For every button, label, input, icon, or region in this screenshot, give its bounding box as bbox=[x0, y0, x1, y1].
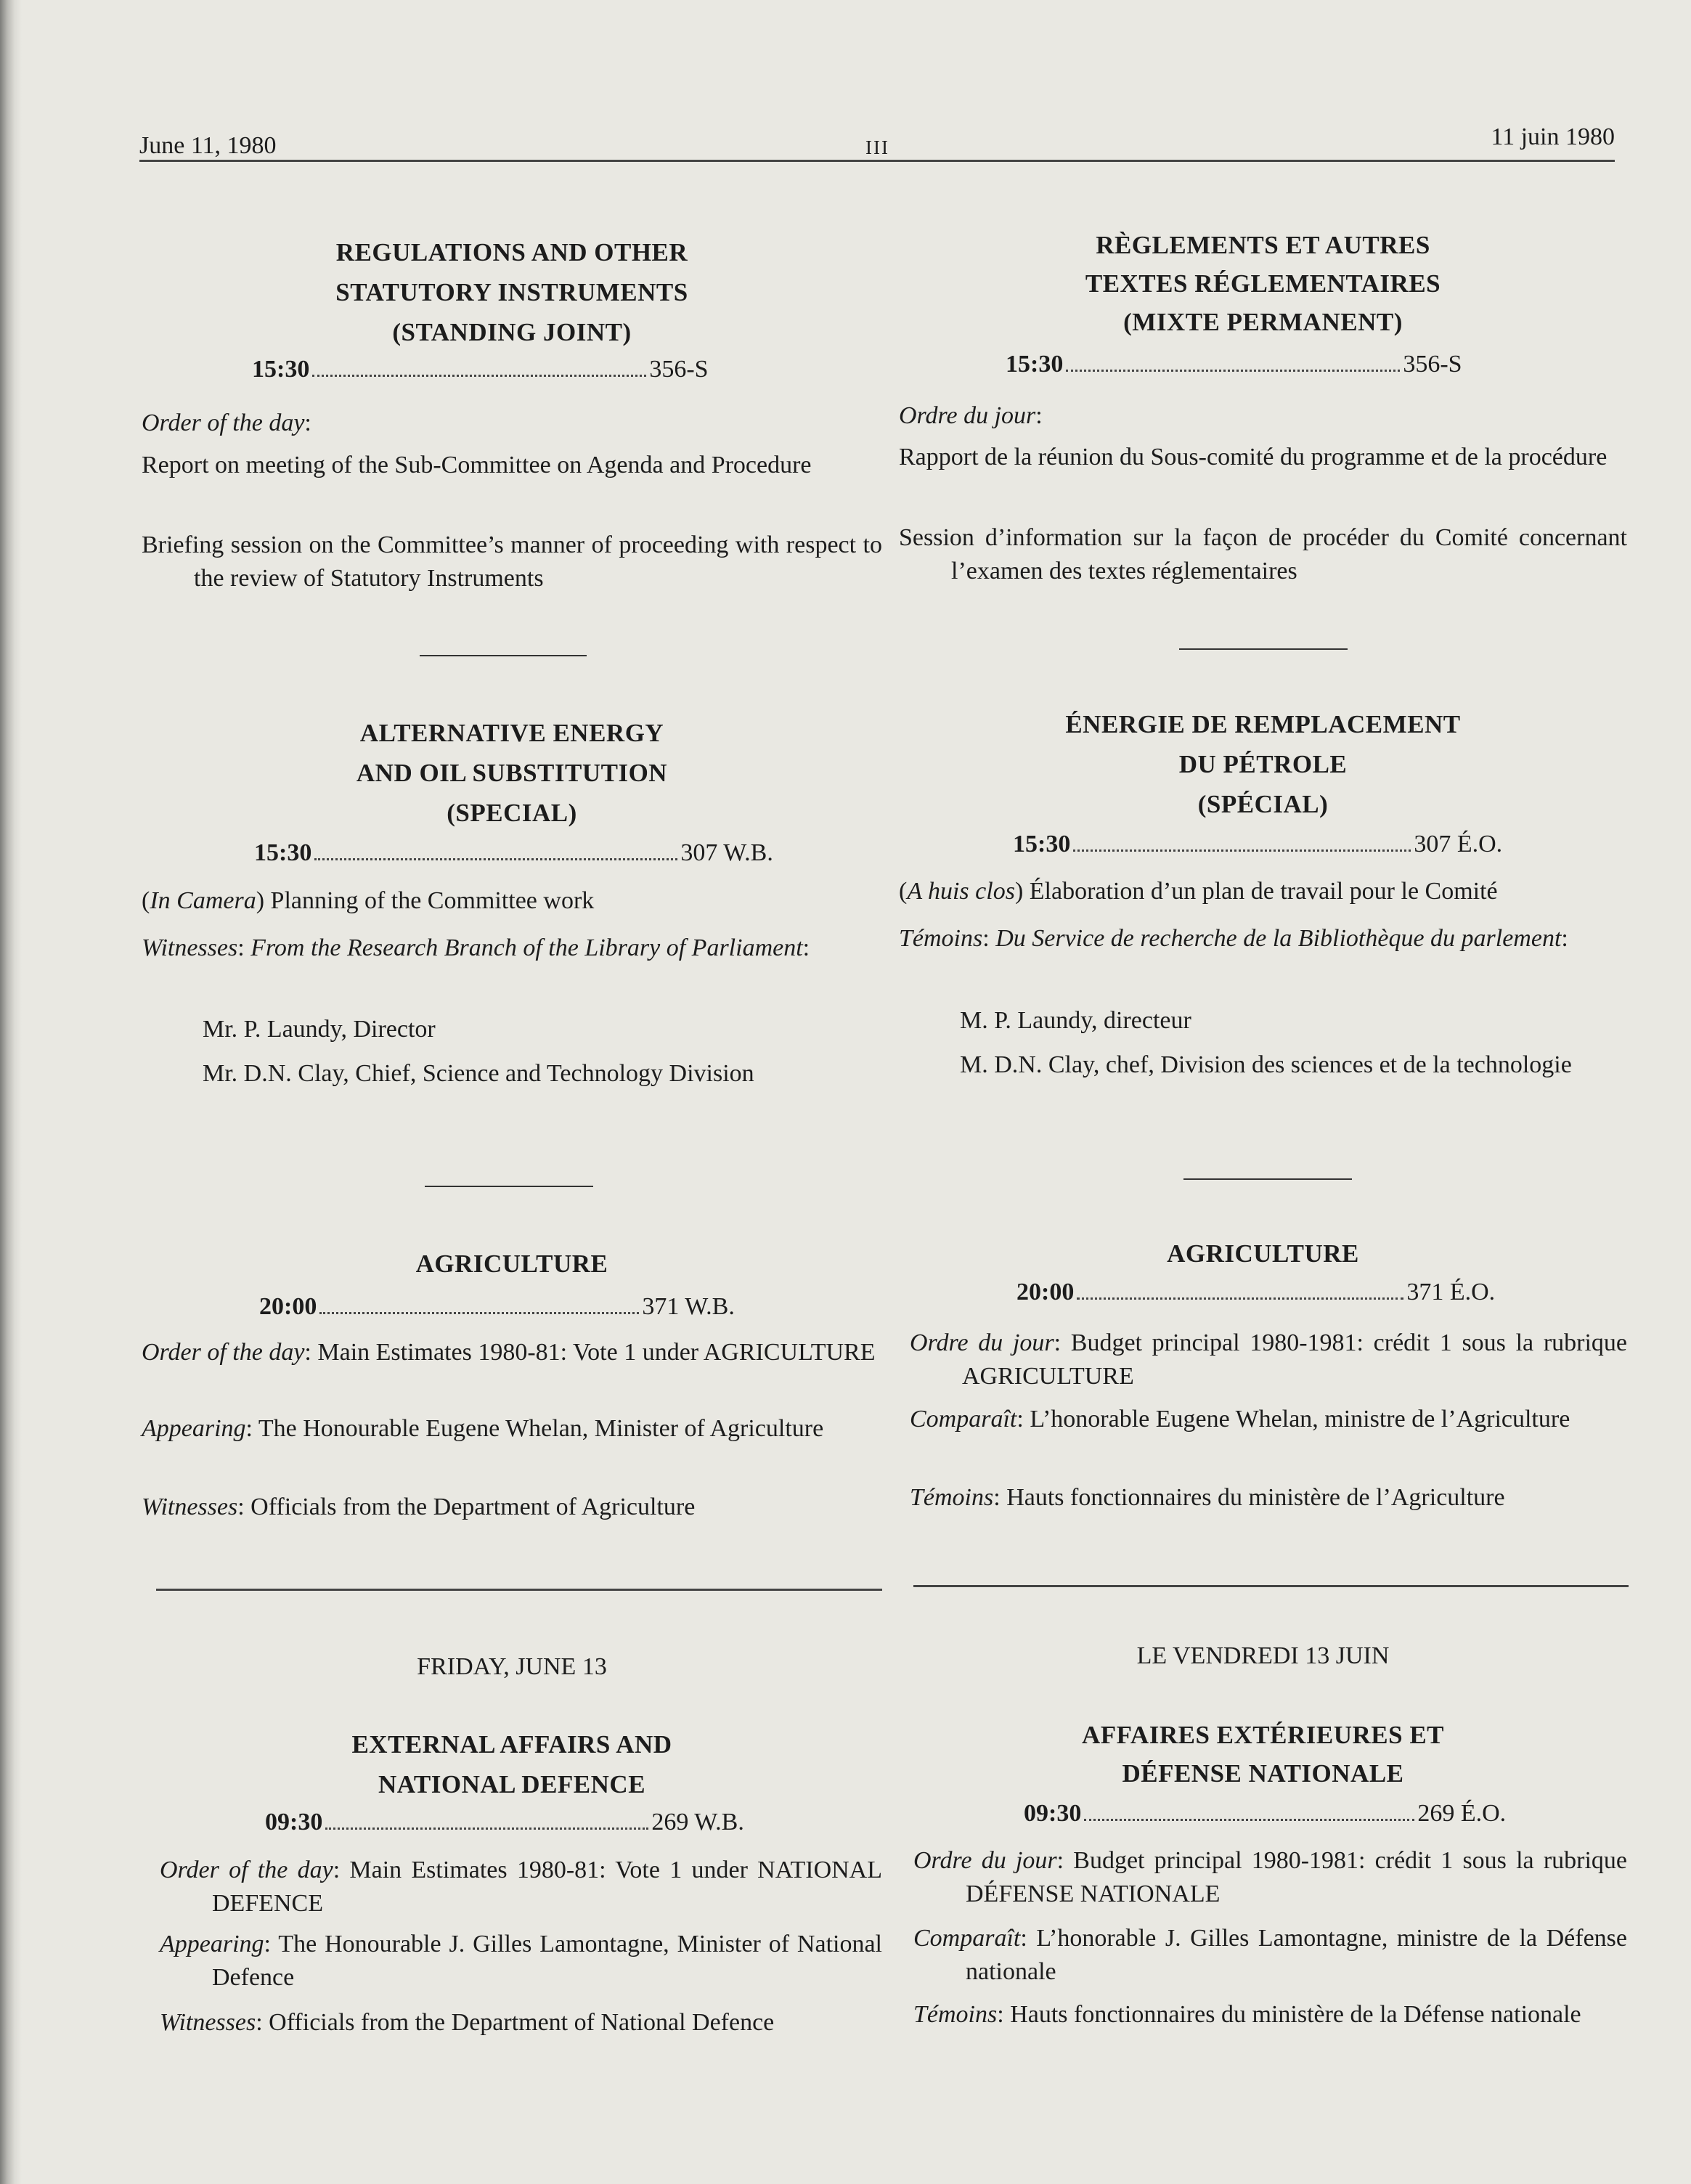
witnesses-line: Témoins: Hauts fonctionnaires du ministère de l’Agriculture bbox=[910, 1484, 1505, 1511]
meeting-room: 307 É.O. bbox=[1414, 831, 1503, 857]
dot-leader bbox=[1084, 1819, 1414, 1821]
meeting-room: 356-S bbox=[1403, 351, 1462, 378]
witness-person: Mr. D.N. Clay, Chief, Science and Technology Division bbox=[203, 1060, 754, 1087]
appearing-line: Comparaît: L’honorable Eugene Whelan, ministre de l’Agriculture bbox=[910, 1406, 1570, 1433]
section-title-line: NATIONAL DEFENCE bbox=[378, 1770, 646, 1798]
meeting-time: 15:30 bbox=[1013, 831, 1071, 857]
agenda-item: Briefing session on the Committee’s manner of proceeding with respect to the review of Statutory Instruments bbox=[142, 531, 882, 592]
order-of-day-label: Ordre du jour: bbox=[899, 402, 1043, 429]
section-separator bbox=[1183, 1178, 1352, 1180]
dot-leader bbox=[1073, 849, 1411, 852]
meeting-time-room bbox=[252, 353, 709, 386]
section-title-line: (STANDING JOINT) bbox=[392, 318, 632, 346]
agenda-item: Report on meeting of the Sub-Committee on Agenda and Procedure bbox=[142, 452, 812, 478]
meeting-room: 356-S bbox=[649, 356, 709, 383]
section-title-line: AND OIL SUBSTITUTION bbox=[356, 759, 668, 787]
meeting-room: 371 W.B. bbox=[642, 1293, 735, 1320]
day-heading: LE VENDREDI 13 JUIN bbox=[1136, 1642, 1390, 1669]
meeting-time-room bbox=[1016, 1276, 1495, 1309]
section-title-line: (SPÉCIAL) bbox=[1197, 790, 1329, 818]
order-of-day-label: Order of the day: bbox=[142, 410, 311, 436]
dot-leader bbox=[1066, 370, 1400, 372]
section-title-line: (MIXTE PERMANENT) bbox=[1123, 308, 1403, 336]
section-title-line: (SPECIAL) bbox=[447, 799, 577, 827]
dot-leader bbox=[312, 375, 646, 377]
section-title-line: EXTERNAL AFFAIRS AND bbox=[351, 1730, 672, 1759]
meeting-time: 20:00 bbox=[259, 1293, 317, 1320]
order-of-day-line: Ordre du jour: Budget principal 1980-1981: crédit 1 sous la rubrique DÉFENSE NATIONALE bbox=[913, 1847, 1627, 1907]
meeting-time: 15:30 bbox=[1006, 351, 1064, 378]
meeting-room: 269 W.B. bbox=[651, 1809, 744, 1835]
appearing-line: Comparaît: L’honorable J. Gilles Lamontagne, ministre de la Défense nationale bbox=[913, 1925, 1627, 1985]
dot-leader bbox=[1077, 1297, 1403, 1300]
witness-person: Mr. P. Laundy, Director bbox=[203, 1016, 436, 1043]
section-title-line: TEXTES RÉGLEMENTAIRES bbox=[1085, 269, 1441, 298]
witness-person: M. P. Laundy, directeur bbox=[960, 1007, 1191, 1034]
in-camera-line: (A huis clos) Élaboration d’un plan de travail pour le Comité bbox=[899, 878, 1498, 905]
witnesses-line: Témoins: Hauts fonctionnaires du ministère de la Défense nationale bbox=[913, 2001, 1581, 2028]
meeting-time-room bbox=[265, 1806, 744, 1839]
section-title-line: STATUTORY INSTRUMENTS bbox=[335, 278, 688, 306]
section-title-line: AFFAIRES EXTÉRIEURES ET bbox=[1081, 1721, 1445, 1749]
meeting-time: 15:30 bbox=[252, 356, 310, 383]
in-camera-line: (In Camera) Planning of the Committee work bbox=[142, 887, 595, 914]
witness-person: M. D.N. Clay, chef, Division des sciences et de la technologie bbox=[960, 1051, 1572, 1078]
meeting-time-room bbox=[1024, 1797, 1506, 1830]
appearing-line: Appearing: The Honourable Eugene Whelan, Minister of Agriculture bbox=[142, 1415, 824, 1442]
section-title-line: DÉFENSE NATIONALE bbox=[1122, 1759, 1404, 1788]
witnesses-line: Witnesses: Officials from the Department of National Defence bbox=[160, 2009, 775, 2036]
agenda-item: Session d’information sur la façon de procéder du Comité concernant l’examen des textes réglementaires bbox=[899, 524, 1627, 584]
section-title-line: ALTERNATIVE ENERGY bbox=[359, 719, 664, 747]
header-date-fr: 11 juin 1980 bbox=[1491, 123, 1615, 150]
appearing-line: Appearing: The Honourable J. Gilles Lamontagne, Minister of National Defence bbox=[160, 1931, 882, 1991]
dot-leader bbox=[325, 1828, 648, 1830]
header-date-en: June 11, 1980 bbox=[139, 132, 277, 159]
meeting-time-room bbox=[259, 1290, 735, 1324]
page-binding-edge bbox=[0, 0, 22, 2184]
order-of-day-line: Ordre du jour: Budget principal 1980-1981: crédit 1 sous la rubrique AGRICULTURE bbox=[910, 1329, 1627, 1390]
section-title-line: ÉNERGIE DE REMPLACEMENT bbox=[1065, 710, 1461, 738]
day-heading: FRIDAY, JUNE 13 bbox=[417, 1653, 607, 1680]
section-separator bbox=[420, 655, 587, 656]
header-rule bbox=[139, 160, 1615, 162]
meeting-time: 15:30 bbox=[254, 839, 312, 866]
section-title-line: RÈGLEMENTS ET AUTRES bbox=[1096, 231, 1430, 259]
section-title-line: REGULATIONS AND OTHER bbox=[335, 238, 688, 266]
section-title: AGRICULTURE bbox=[415, 1250, 608, 1278]
meeting-time-room bbox=[1013, 828, 1502, 861]
meeting-room: 371 É.O. bbox=[1406, 1279, 1496, 1305]
order-of-day-line: Order of the day: Main Estimates 1980-81: Vote 1 under NATIONAL DEFENCE bbox=[160, 1857, 883, 1917]
dot-leader bbox=[319, 1312, 639, 1314]
meeting-time: 09:30 bbox=[1024, 1800, 1082, 1827]
section-separator bbox=[425, 1186, 593, 1187]
meeting-time-room bbox=[254, 836, 773, 870]
witnesses-line: Witnesses: Officials from the Department of Agriculture bbox=[142, 1494, 696, 1520]
day-rule bbox=[156, 1589, 882, 1591]
header-page-number: III bbox=[865, 136, 889, 158]
dot-leader bbox=[314, 858, 677, 860]
meeting-time: 09:30 bbox=[265, 1809, 323, 1835]
order-of-day-line: Order of the day: Main Estimates 1980-81: Vote 1 under AGRICULTURE bbox=[142, 1339, 876, 1366]
meeting-time-room bbox=[1006, 348, 1462, 381]
meeting-room: 269 É.O. bbox=[1417, 1800, 1507, 1827]
witnesses-line: Témoins: Du Service de recherche de la Bibliothèque du parlement: bbox=[899, 925, 1568, 952]
section-title-line: DU PÉTROLE bbox=[1178, 750, 1348, 778]
section-title: AGRICULTURE bbox=[1167, 1239, 1359, 1268]
day-rule bbox=[913, 1585, 1629, 1587]
meeting-time: 20:00 bbox=[1016, 1279, 1075, 1305]
meeting-room: 307 W.B. bbox=[680, 839, 773, 866]
witnesses-line: Witnesses: From the Research Branch of the Library of Parliament: bbox=[142, 934, 810, 961]
agenda-item: Rapport de la réunion du Sous-comité du programme et de la procédure bbox=[899, 444, 1608, 470]
section-separator bbox=[1179, 648, 1348, 650]
